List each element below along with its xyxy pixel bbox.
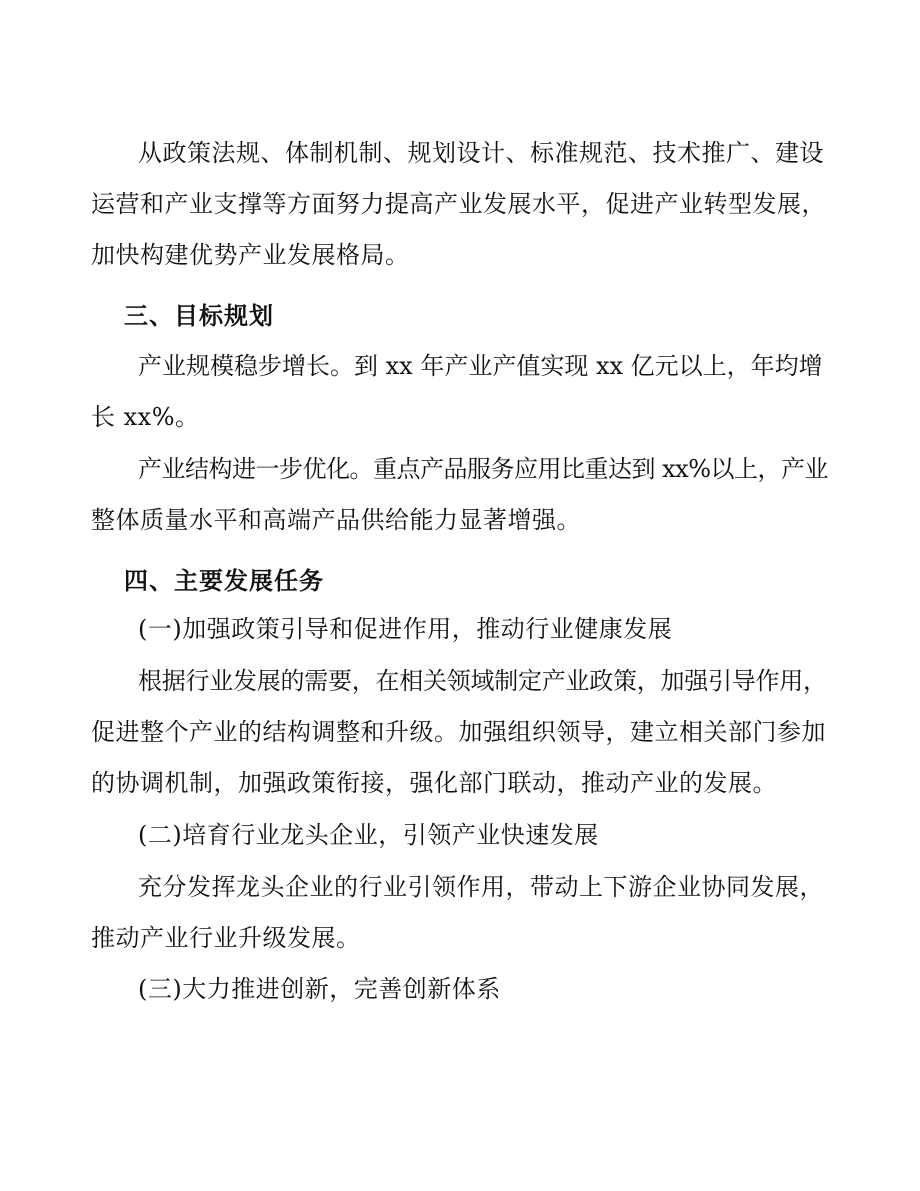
paragraph-line: 的协调机制，加强政策衔接，强化部门联动，推动产业的发展。 — [91, 769, 777, 797]
paragraph-line: 推动产业行业升级发展。 — [91, 924, 361, 952]
paragraph-line: 充分发挥龙头企业的行业引领作用，带动上下游企业协同发展， — [138, 873, 824, 901]
paragraph-line: 产业结构进一步优化。重点产品服务应用比重达到 xx%以上，产业 — [138, 455, 829, 483]
section-heading: 四、主要发展任务 — [124, 567, 324, 595]
paragraph-line: 整体质量水平和高端产品供给能力显著增强。 — [91, 506, 581, 534]
paragraph-line: 促进整个产业的结构调整和升级。加强组织领导，建立相关部门参加 — [91, 718, 826, 746]
paragraph-line: 根据行业发展的需要，在相关领域制定产业政策，加强引导作用， — [138, 667, 827, 695]
section-heading: 三、目标规划 — [124, 302, 274, 330]
paragraph-line: 长 xx%。 — [91, 403, 200, 431]
paragraph-line: 加快构建优势产业发展格局。 — [91, 241, 410, 269]
paragraph-line: 产业规模稳步增长。到 xx 年产业产值实现 xx 亿元以上，年均增 — [138, 352, 823, 380]
subsection-title: (一)加强政策引导和促进作用，推动行业健康发展 — [138, 615, 673, 643]
paragraph-line: 运营和产业支撑等方面努力提高产业发展水平，促进产业转型发展， — [91, 190, 826, 218]
subsection-title: (三)大力推进创新，完善创新体系 — [138, 975, 501, 1003]
subsection-title: (二)培育行业龙头企业，引领产业快速发展 — [138, 821, 599, 849]
paragraph-line: 从政策法规、体制机制、规划设计、标准规范、技术推广、建设 — [138, 139, 824, 167]
